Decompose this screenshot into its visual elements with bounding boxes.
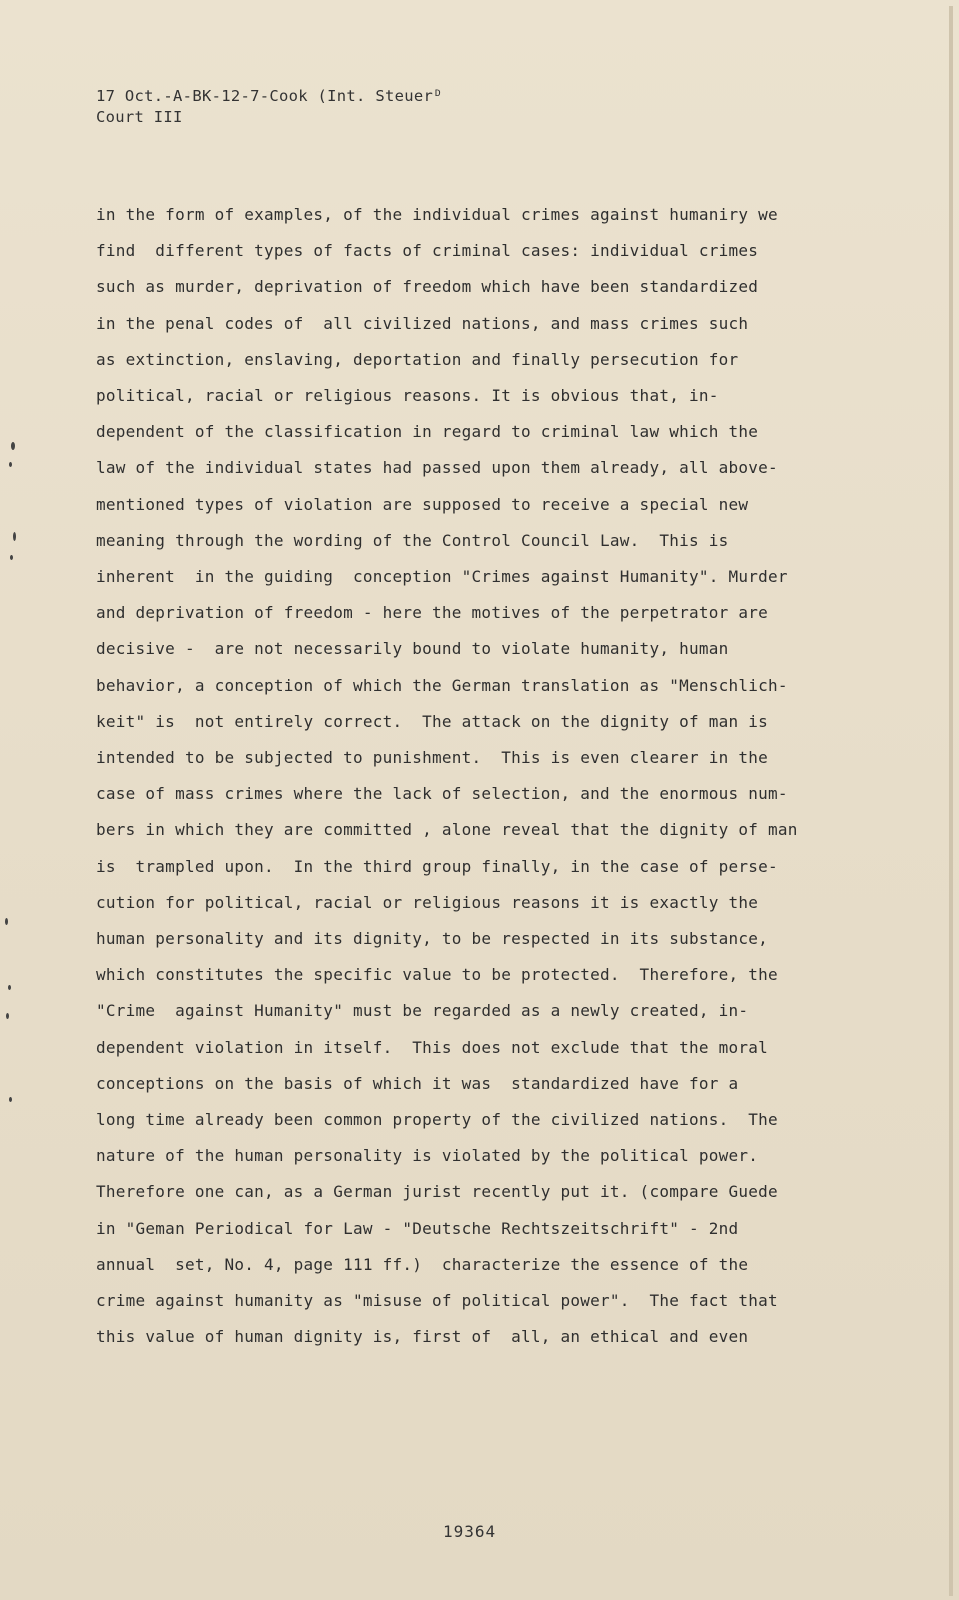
body-line: conceptions on the basis of which it was standardized have for a	[96, 1073, 739, 1093]
body-line: decisive - are not necessarily bound to violate humanity, human	[96, 639, 729, 659]
body-line: bers in which they are committed , alone reveal that the dignity of man	[96, 820, 798, 840]
page-edge	[949, 6, 953, 1596]
header-court: Court III	[96, 108, 183, 126]
body-line: meaning through the wording of the Control Council Law. This is	[96, 530, 729, 550]
margin-mark	[5, 918, 8, 925]
body-line: keit" is not entirely correct. The attack on the dignity of man is	[96, 711, 769, 731]
body-line: nature of the human personality is violated by the political power.	[96, 1146, 759, 1166]
body-line: find different types of facts of criminal cases: individual crimes	[96, 241, 759, 261]
document-body	[96, 197, 856, 1356]
body-line: case of mass crimes where the lack of selection, and the enormous num-	[96, 784, 788, 804]
body-line: intended to be subjected to punishment. This is even clearer in the	[96, 748, 769, 768]
body-line: crime against humanity as "misuse of political power". The fact that	[96, 1291, 778, 1311]
body-line: is trampled upon. In the third group finally, in the case of perse-	[96, 856, 778, 876]
body-line: in "Geman Periodical for Law - "Deutsche Rechtszeitschrift" - 2nd	[96, 1218, 739, 1238]
body-line: behavior, a conception of which the German translation as "Menschlich-	[96, 675, 788, 695]
body-line: which constitutes the specific value to be protected. Therefore, the	[96, 965, 778, 985]
body-line: mentioned types of violation are supposed to receive a special new	[96, 494, 749, 514]
body-line: cution for political, racial or religious reasons it is exactly the	[96, 892, 759, 912]
body-line: "Crime against Humanity" must be regarded as a newly created, in-	[96, 1001, 749, 1021]
body-line: law of the individual states had passed upon them already, all above-	[96, 458, 778, 478]
body-line: as extinction, enslaving, deportation and finally persecution for	[96, 349, 739, 369]
margin-mark	[8, 985, 11, 990]
body-line: Therefore one can, as a German jurist recently put it. (compare Guede	[96, 1182, 778, 1202]
body-line: in the penal codes of all civilized nations, and mass crimes such	[96, 313, 749, 333]
body-line: annual set, No. 4, page 111 ff.) characterize the essence of the	[96, 1254, 749, 1274]
header-reference: 17 Oct.-A-BK-12-7-Cook (Int. Steuerᴰ	[96, 87, 443, 105]
body-line: and deprivation of freedom - here the motives of the perpetrator are	[96, 603, 769, 623]
body-line: political, racial or religious reasons. It is obvious that, in-	[96, 386, 719, 406]
body-line: this value of human dignity is, first of all, an ethical and even	[96, 1327, 749, 1347]
margin-mark	[13, 532, 16, 541]
body-line: in the form of examples, of the individual crimes against humaniry we	[96, 205, 778, 224]
body-line: dependent of the classification in regard to criminal law which the	[96, 422, 759, 442]
page-number: 19364	[443, 1522, 497, 1541]
body-line: such as murder, deprivation of freedom which have been standardized	[96, 277, 759, 297]
body-line: long time already been common property of the civilized nations. The	[96, 1110, 778, 1130]
body-line: inherent in the guiding conception "Crimes against Humanity". Murder	[96, 567, 788, 587]
document-header	[96, 86, 443, 128]
margin-mark	[6, 1013, 9, 1019]
body-line: dependent violation in itself. This does not exclude that the moral	[96, 1037, 769, 1057]
margin-mark	[10, 555, 13, 560]
margin-mark	[9, 1097, 12, 1102]
margin-mark	[11, 442, 15, 450]
body-line: human personality and its dignity, to be respected in its substance,	[96, 929, 769, 949]
margin-mark	[9, 462, 12, 467]
